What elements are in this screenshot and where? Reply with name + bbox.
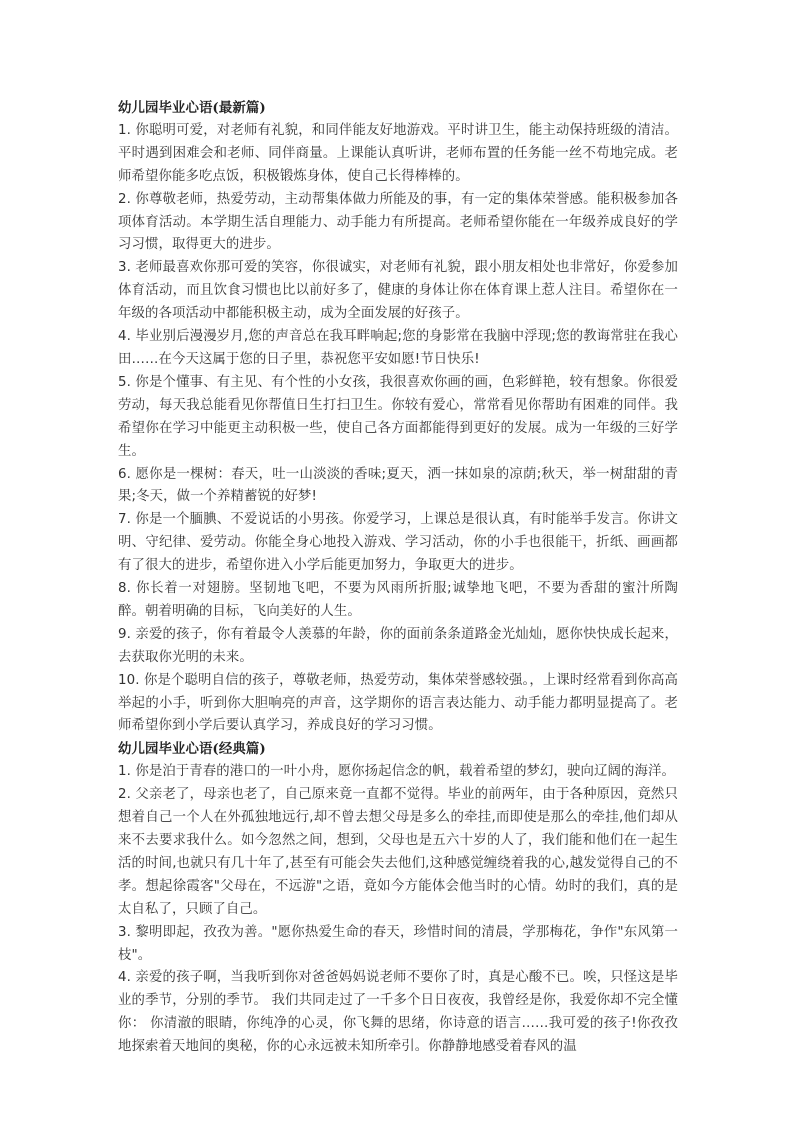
- section-title: 幼儿园毕业心语(经典篇): [118, 741, 266, 758]
- paragraph: 7. 你是一个腼腆、不爱说话的小男孩。你爱学习，上课总是很认真，有时能举手发言。你讲文明、守纪律、爱劳动。你能全身心地投入游戏、学习活动，你的小手也很能干，折纸、画画都有了很大的进步，希望你进入小学后能更加努力，争取更大的进步。: [118, 512, 678, 574]
- paragraph: 1. 你是泊于青春的港口的一叶小舟，愿你扬起信念的帆，载着希望的梦幻，驶向辽阔的海洋。: [118, 764, 675, 780]
- paragraph: 6. 愿你是一棵树：春天，吐一山淡淡的香味;夏天，洒一抹如泉的凉荫;秋天，举一树甜甜的青果;冬天，做一个养精蓄锐的好梦!: [118, 466, 678, 505]
- paragraph: 4. 亲爱的孩子啊，当我听到你对爸爸妈妈说老师不要你了时，真是心酸不已。唉，只怪这是毕业的季节，分别的季节。 我们共同走过了一千多个日日夜夜，我曾经是你，我爱你却不完全懂你： 你清澈的眼睛，你纯净的心灵，你飞舞的思绪，你诗意的语言……我可爱的孩子!你孜孜地探索着天地间的奥秘，你的心永远被未知所牵引。你静静地感受着春风的温: [118, 970, 678, 1055]
- paragraph: 10. 你是个聪明自信的孩子，尊敬老师，热爱劳动，集体荣誉感较强。，上课时经常看到你高高举起的小手，听到你大胆响亮的声音，这学期你的语言表达能力、动手能力都明显提高了。老师希望你到小学后要认真学习，养成良好的学习习惯。: [118, 672, 678, 734]
- paragraph: 3. 黎明即起，孜孜为善。"愿你热爱生命的春天，珍惜时间的清晨，学那梅花，争作"东风第一枝"。: [118, 924, 678, 963]
- paragraph: 9. 亲爱的孩子，你有着最令人羡慕的年龄，你的面前条条道路金光灿灿，愿你快快成长起来，去获取你光明的未来。: [118, 626, 678, 665]
- section-title: 幼儿园毕业心语(最新篇): [118, 100, 266, 116]
- paragraph: 2. 父亲老了，母亲也老了，自己原来竟一直都不觉得。毕业的前两年，由于各种原因，竟然只想着自己一个人在外孤独地远行,却不曾去想父母是多么的牵挂,而即使是那么的牵挂,他们却从来不去要求我什么。如今忽然之间，想到，父母也是五六十岁的人了，我们能和他们在一起生活的时间,也就只有几十年了,甚至有可能会失去他们,这种感觉缠绕着我的心,越发觉得自己的不孝。想起徐霞客"父母在，不远游"之语，竟如今方能体会他当时的心情。幼时的我们，真的是太自私了，只顾了自己。: [118, 787, 678, 917]
- paragraph: 1. 你聪明可爱，对老师有礼貌，和同伴能友好地游戏。平时讲卫生，能主动保持班级的清洁。平时遇到困难会和老师、同伴商量。上课能认真听讲，老师布置的任务能一丝不苟地完成。老师希望你能多吃点饭，积极锻炼身体，使自己长得棒棒的。: [118, 122, 678, 184]
- paragraph: 4. 毕业别后漫漫岁月,您的声音总在我耳畔响起;您的身影常在我脑中浮现;您的教诲常驻在我心田……在今天这属于您的日子里，恭祝您平安如愿!节日快乐!: [118, 329, 678, 367]
- paragraph: 2. 你尊敬老师，热爱劳动，主动帮集体做力所能及的事，有一定的集体荣誉感。能积极参加各项体育活动。本学期生活自理能力、动手能力有所提高。老师希望你能在一年级养成良好的学习习惯，取得更大的进步。: [118, 191, 678, 253]
- document-body: [118, 97, 678, 1059]
- paragraph: 5. 你是个懂事、有主见、有个性的小女孩，我很喜欢你画的画，色彩鲜艳，较有想象。你很爱劳动，每天我总能看见你帮值日生打扫卫生。你较有爱心，常常看见你帮助有困难的同伴。我希望你在学习中能更主动积极一些，使自己各方面都能得到更好的发展。成为一年级的三好学生。: [118, 374, 678, 459]
- paragraph: 3. 老师最喜欢你那可爱的笑容，你很诚实，对老师有礼貌，跟小朋友相处也非常好，你爱参加体育活动，而且饮食习惯也比以前好多了，健康的身体让你在体育课上惹人注目。希望你在一年级的各项活动中都能积极主动，成为全面发展的好孩子。: [118, 260, 678, 322]
- paragraph: 8. 你长着一对翅膀。坚韧地飞吧，不要为风雨所折服;诚挚地飞吧，不要为香甜的蜜汁所陶醉。朝着明确的目标，飞向美好的人生。: [118, 581, 678, 619]
